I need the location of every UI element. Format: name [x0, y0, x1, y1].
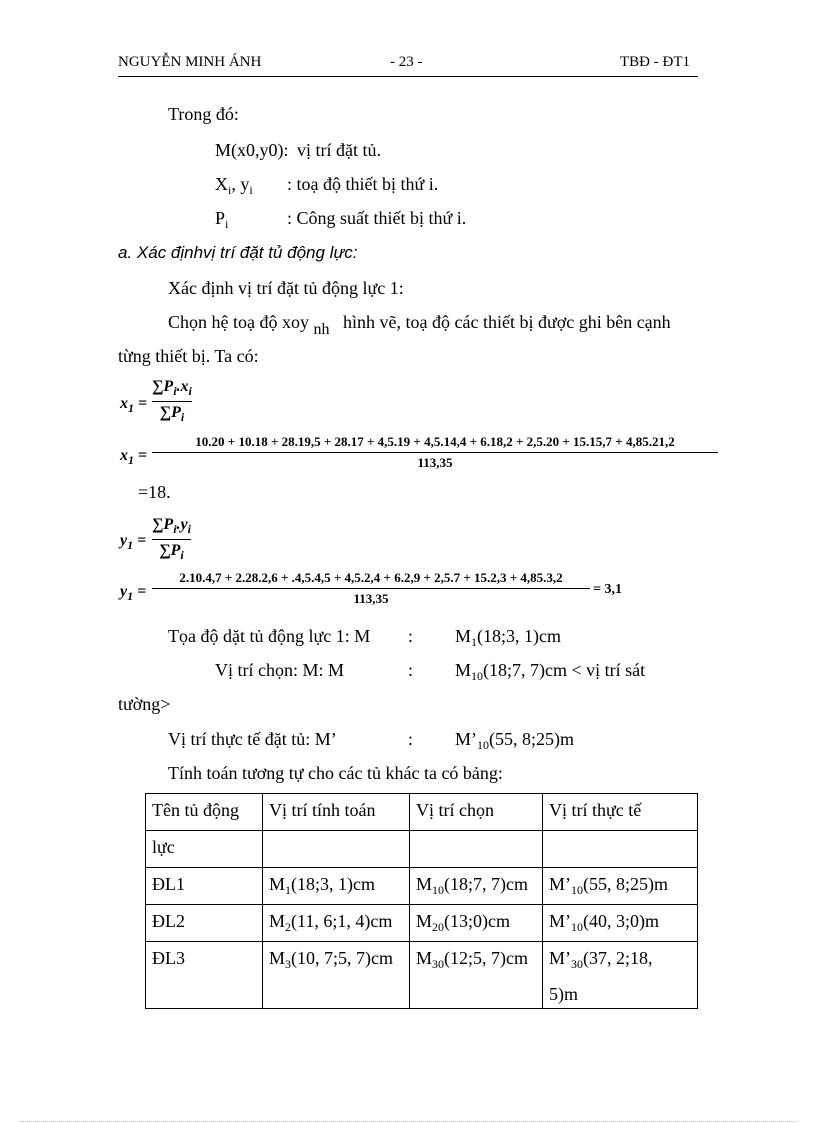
header-page-number: - 23 - — [390, 54, 423, 70]
header-cell: Vị trí chọn — [410, 794, 543, 831]
header-cell: Vị trí tính toán — [263, 794, 410, 831]
y1-lhs: $y_1$ = — [120, 532, 147, 552]
table-header-row — [146, 794, 698, 831]
header-rule — [118, 76, 698, 77]
table-row — [146, 868, 698, 905]
cell-calc: $M_1(18;3$, 1)cm — [263, 868, 410, 905]
m-label: M(x0,y0): — [215, 140, 289, 160]
section-a-heading: a. Xác địnhvị trí đặt tủ động lực: — [118, 243, 358, 262]
coord-row-2-colon: : — [408, 660, 414, 680]
coord-row-2-label: Vị trí chọn: M: M — [215, 660, 344, 680]
y1-long-fraction: 2.10.4,7 + 2.28.2,6 + .4,5.4,5 + 4,5.2,4 + 6.2,9 + 2,5.7 + 15.2,3 + 4,85.3,2 113,35 — [152, 570, 590, 607]
paragraph-1: Xác định vị trí đặt tủ động lực 1: — [168, 278, 404, 298]
header-author: NGUYỄN MINH ÁNH — [118, 54, 262, 70]
intro-title: Trong đó: — [168, 104, 239, 124]
p-desc: : Công suất thiết bị thứ i. — [287, 208, 467, 228]
header-cell-cont: lực — [146, 831, 263, 868]
cell-actual: $M’_{10}(40$, 3;0)m — [543, 905, 698, 942]
cabinet-position-table — [145, 793, 698, 1009]
coord-row-3-value: $M’_{10}(55$, 8;25)m — [455, 729, 574, 752]
cell-calc: $M_3(10$, 7;5, 7)cm — [263, 942, 410, 1009]
coord-row-2-cont: tường> — [118, 694, 171, 714]
cell-name: ĐL3 — [146, 942, 263, 1009]
y1-fraction: $\sum P_i.y_i$ $\sum P_i$ — [152, 516, 191, 562]
x1-long-lhs: $x_1$ = — [120, 447, 148, 467]
p-label: $P_i$ — [215, 208, 229, 231]
header-cell: Tên tủ động — [146, 794, 263, 831]
coord-row-1-colon: : — [408, 626, 414, 646]
x1-result: =18. — [138, 482, 171, 502]
table-row — [146, 905, 698, 942]
coord-row-1-label: Tọa độ dặt tủ động lực 1: M — [168, 626, 371, 646]
cell-name: ĐL1 — [146, 868, 263, 905]
coord-row-1-value: $M_1(18;3$, 1)cm — [455, 626, 561, 649]
page-bottom-rule — [20, 1121, 796, 1122]
paragraph-2: Chọn hệ toạ độ xoy nh hình vẽ, toạ độ các thiết bị được ghi bên cạnh — [168, 312, 671, 338]
table-intro: Tính toán tương tự cho các tủ khác ta có bảng: — [168, 763, 503, 783]
x1-fraction: $\sum P_i.x_i$ $\sum P_i$ — [152, 378, 192, 424]
y1-result: = 3,1 — [593, 582, 622, 597]
cell-chosen: $M_{20}(13;0)cm$ — [410, 905, 543, 942]
coord-row-3-colon: : — [408, 729, 414, 749]
coord-row-3-label: Vị trí thực tế đặt tủ: M’ — [168, 729, 337, 749]
table-header-cont-row — [146, 831, 698, 868]
cell-calc: $M_2(11$, 6;1, 4)cm — [263, 905, 410, 942]
paragraph-2-cont: từng thiết bị. Ta có: — [118, 346, 259, 366]
cell-actual: $M’_{30}(37$, 2;18, 5)m — [543, 942, 698, 1009]
x1-long-fraction: 10.20 + 10.18 + 28.19,5 + 28.17 + 4,5.19 + 4,5.14,4 + 6.18,2 + 2,5.20 + 15.15,7 + 4,85.21,2 113,35 — [152, 434, 718, 471]
coord-row-2-value: $M_{10}(18;7$, 7)cm < vị trí sát — [455, 660, 646, 683]
m-desc: vị trí đặt tủ. — [297, 140, 381, 160]
header-cell: Vị trí thực tế — [543, 794, 698, 831]
xy-desc: : toạ độ thiết bị thứ i. — [287, 174, 439, 194]
header-code: TBĐ - ĐT1 — [620, 54, 690, 70]
cell-chosen: $M_{30}(12;5$, 7)cm — [410, 942, 543, 1009]
cell-name: ĐL2 — [146, 905, 263, 942]
table-row — [146, 942, 698, 1009]
xy-label: $X_i$, $y_i$ — [215, 174, 253, 197]
cell-chosen: $M_{10}(18;7$, 7)cm — [410, 868, 543, 905]
x1-lhs: $x_1$ = — [120, 395, 148, 415]
y1-long-lhs: $y_1$ = — [120, 583, 147, 603]
cell-actual: $M’_{10}(55$, 8;25)m — [543, 868, 698, 905]
